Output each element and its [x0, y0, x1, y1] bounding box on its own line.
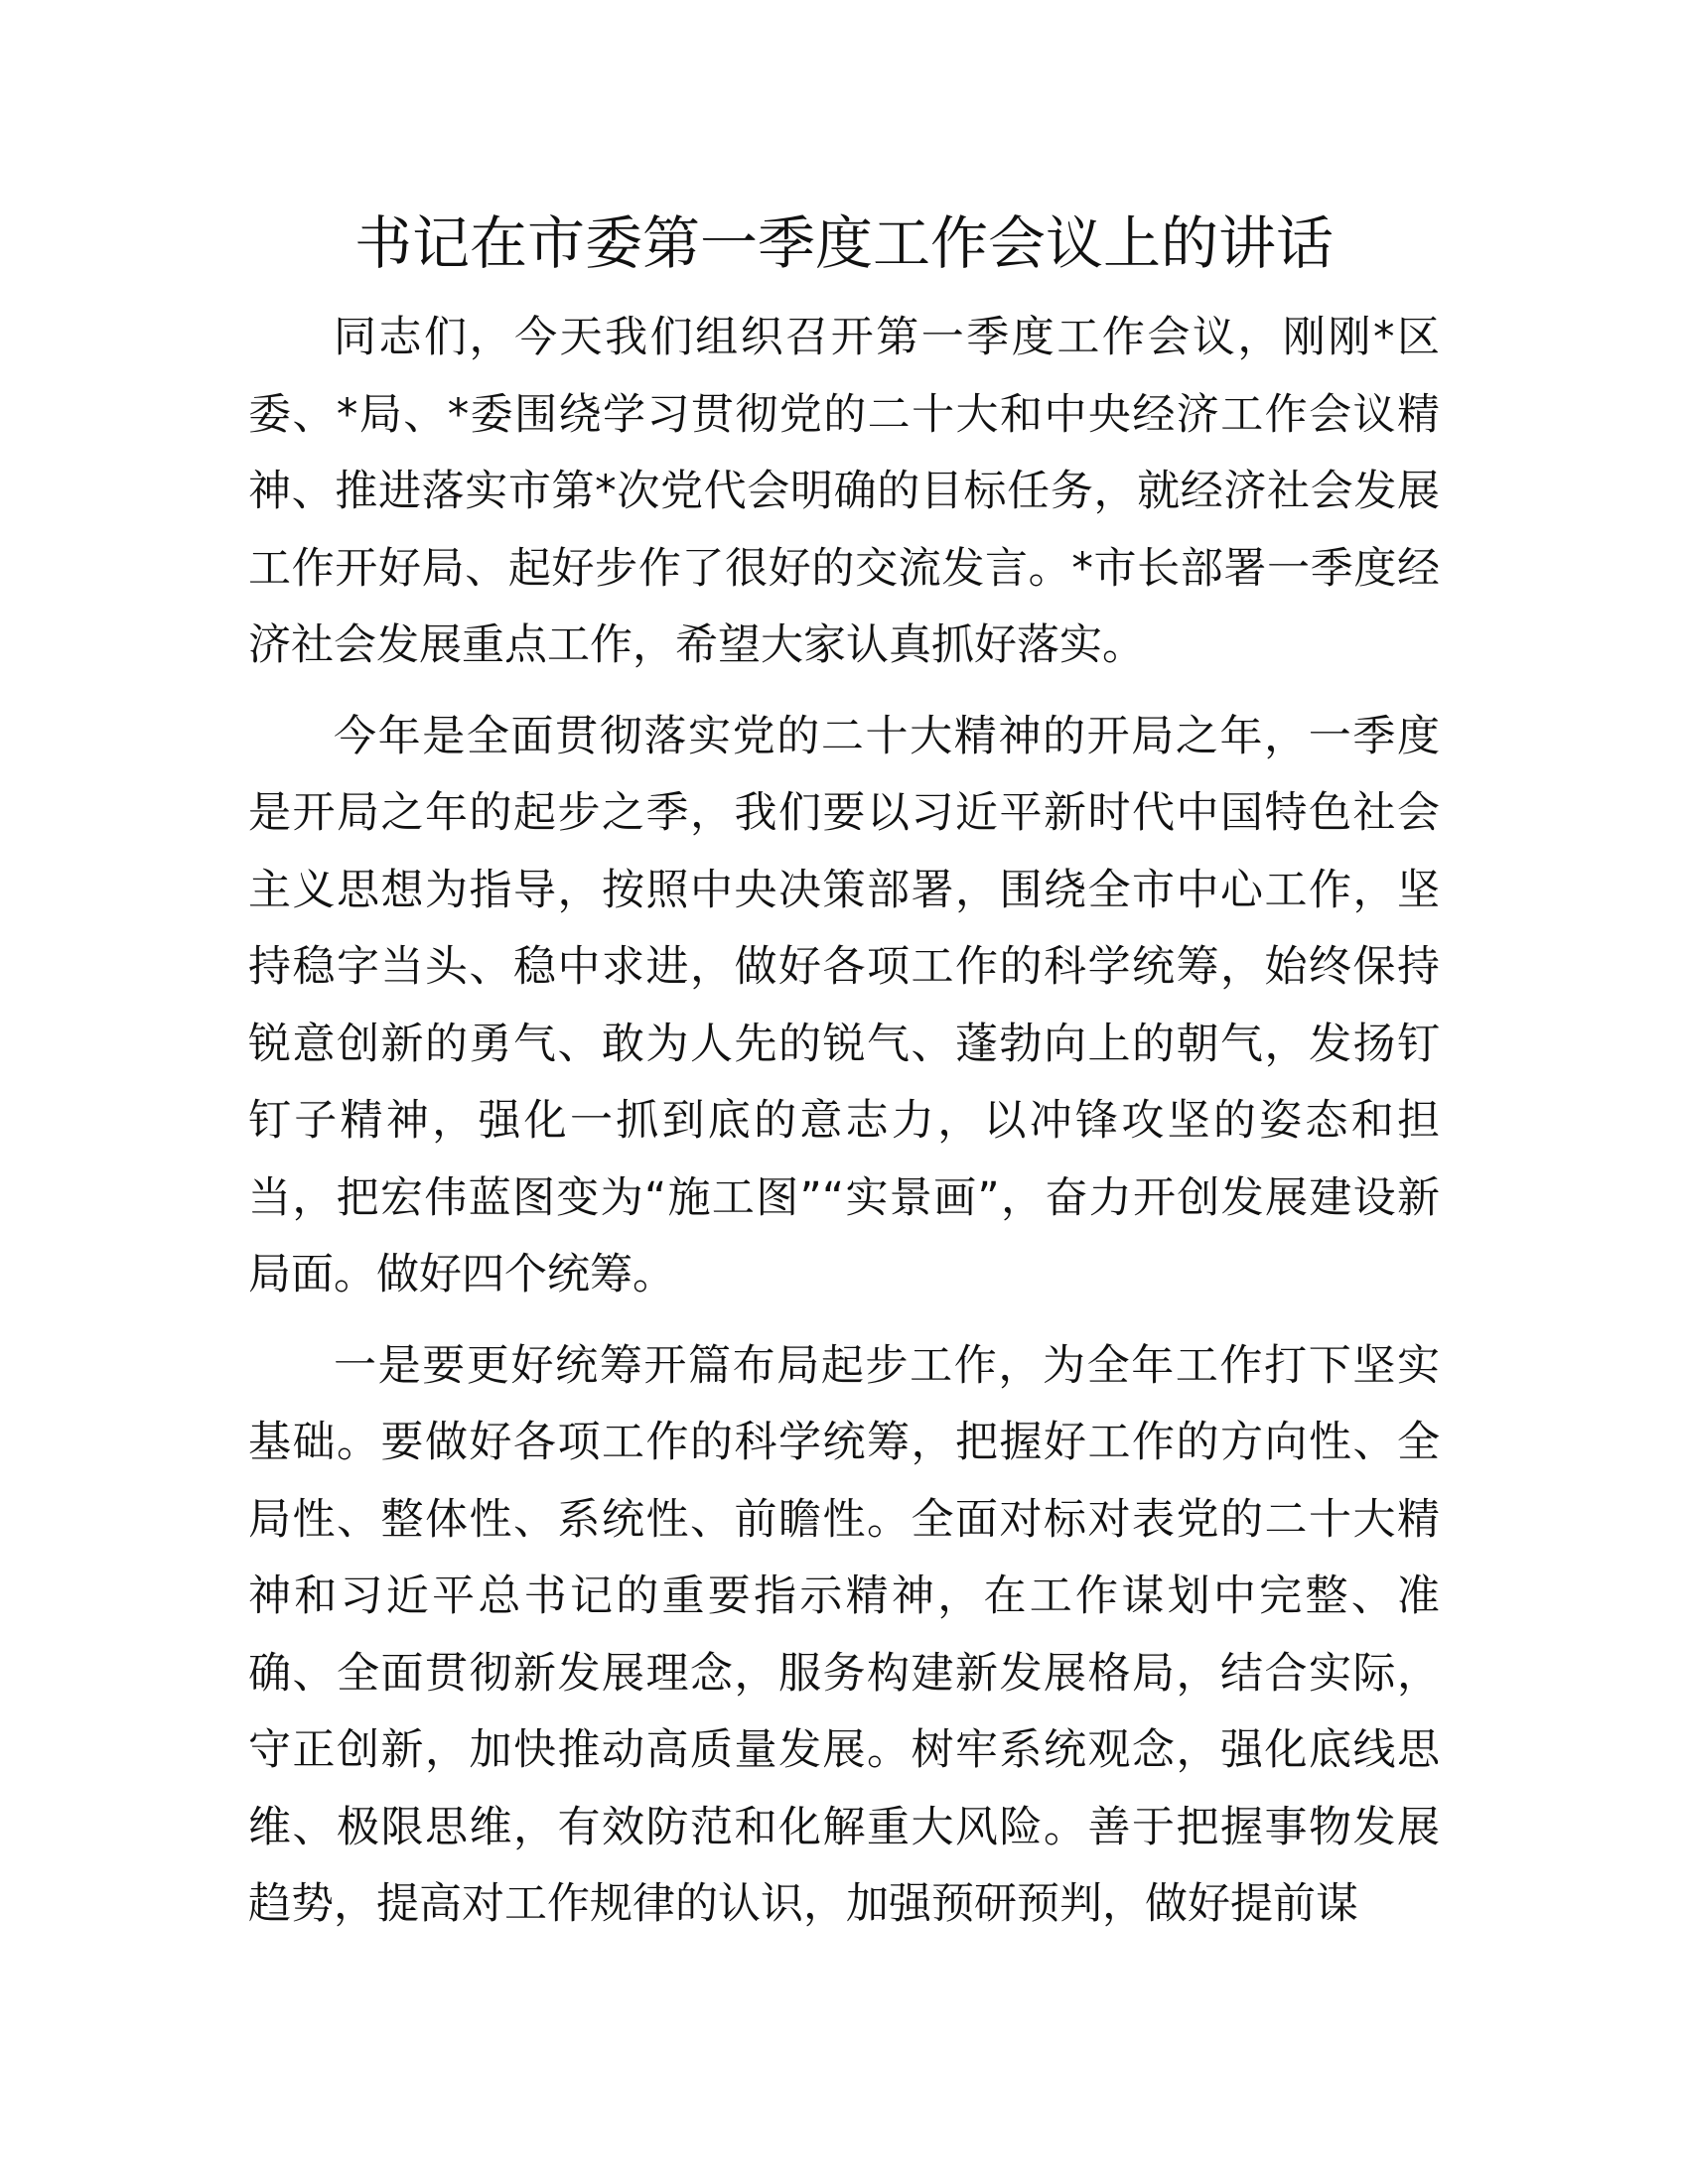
paragraph-overview: 今年是全面贯彻落实党的二十大精神的开局之年，一季度是开局之年的起步之季，我们要以习近平新时代中国特色社会主义思想为指导，按照中央决策部署，围绕全市中心工作，坚持稳字当头、稳中求进，做好各项工作的科学统筹，始终保持锐意创新的勇气、敢为人先的锐气、蓬勃向上的朝气，发扬钉钉子精神，强化一抓到底的意志力，以冲锋攻坚的姿态和担当，把宏伟蓝图变为“施工图”“实景画”，奋力开创发展建设新局面。做好四个统筹。 [248, 711, 1440, 1299]
document-body [248, 300, 1440, 1958]
paragraph-opening: 同志们，今天我们组织召开第一季度工作会议，刚刚*区委、*局、*委围绕学习贯彻党的二十大和中央经济工作会议精神、推进落实市第*次党代会明确的目标任务，就经济社会发展工作开好局、起好步作了很好的交流发言。*市长部署一季度经济社会发展重点工作，希望大家认真抓好落实。 [248, 313, 1440, 670]
document-title: 书记在市委第一季度工作会议上的讲话 [353, 209, 1334, 277]
paragraph-point-one: 一是要更好统筹开篇布局起步工作，为全年工作打下坚实基础。要做好各项工作的科学统筹，把握好工作的方向性、全局性、整体性、系统性、前瞻性。全面对标对表党的二十大精神和习近平总书记的重要指示精神，在工作谋划中完整、准确、全面贯彻新发展理念，服务构建新发展格局，结合实际，守正创新，加快推动高质量发展。树牢系统观念，强化底线思维、极限思维，有效防范和化解重大风险。善于把握事物发展趋势，提高对工作规律的认识，加强预研预判，做好提前谋 [248, 1340, 1440, 1929]
